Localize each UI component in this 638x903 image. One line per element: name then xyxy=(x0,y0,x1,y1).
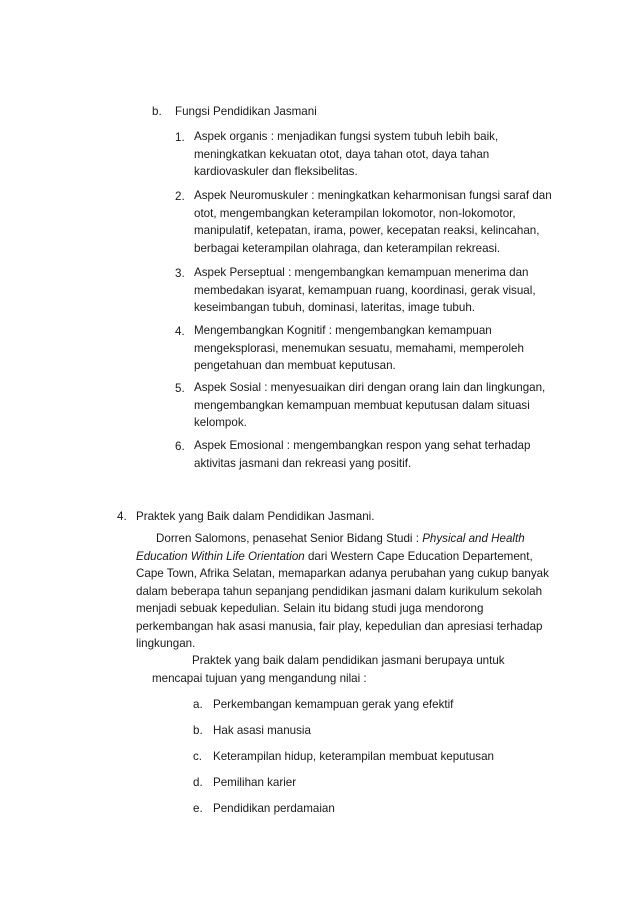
list-item-number: 3. xyxy=(175,267,185,280)
list-item-line: mengembangkan kemampuan membuat keputusan dalam situasi xyxy=(194,398,530,412)
values-item: Pendidikan perdamaian xyxy=(213,802,335,815)
list-item-line: pengetahuan dan membuat keputusan. xyxy=(194,359,396,372)
list-item-number: 6. xyxy=(175,440,185,453)
list-item xyxy=(194,187,552,257)
values-item-marker: a. xyxy=(193,698,203,711)
list-item xyxy=(194,437,530,472)
values-item-marker: d. xyxy=(193,776,203,789)
paragraph-line: menjadi sebuak kepedulian. Selain itu bidang studi juga mendorong xyxy=(136,602,484,615)
values-item: Perkembangan kemampuan gerak yang efektif xyxy=(213,698,454,711)
list-item-line: Aspek Emosional : mengembangkan respon yang sehat terhadap xyxy=(194,439,531,452)
list-item xyxy=(194,128,498,181)
list-item-line: Aspek Neuromuskuler : meningkatkan keharmonisan fungsi saraf dan xyxy=(194,189,552,202)
list-item xyxy=(194,379,545,432)
paragraph-line: lingkungan. xyxy=(136,637,196,650)
list-item xyxy=(194,264,536,317)
course-title-italic: Education Within Life Orientation xyxy=(136,549,305,563)
list-item-line: kelompok. xyxy=(194,416,247,429)
paragraph xyxy=(152,652,505,687)
section-b-title: Fungsi Pendidikan Jasmani xyxy=(175,105,317,118)
values-item: Pemilihan karier xyxy=(213,776,297,789)
paragraph-text: Dorren Salomons, penasehat Senior Bidang Studi : xyxy=(156,532,423,545)
paragraph-line: perkembangan hak asasi manusia, fair play, kepedulian dan apresiasi terhadap xyxy=(136,619,543,633)
list-item-line: membedakan isyarat, kemampuan ruang, koordinasi, gerak visual, xyxy=(194,283,536,297)
section-4-title: Praktek yang Baik dalam Pendidikan Jasmani. xyxy=(136,510,375,523)
list-item-number: 4. xyxy=(175,325,185,338)
list-item-line: Mengembangkan Kognitif : mengembangkan kemampuan xyxy=(194,324,492,337)
list-item-number: 1. xyxy=(175,131,185,144)
values-item: Hak asasi manusia xyxy=(213,724,311,737)
list-item-line: Aspek Sosial : menyesuaikan diri dengan orang lain dan lingkungan, xyxy=(194,381,546,394)
list-item-line: mengeksplorasi, menemukan sesuatu, memahami, memperoleh xyxy=(194,341,524,355)
paragraph-line: Cape Town, Afrika Selatan, memaparkan adanya perubahan yang cukup banyak xyxy=(136,567,549,580)
paragraph-line: mencapai tujuan yang mengandung nilai : xyxy=(152,671,367,685)
list-item-number: 5. xyxy=(175,382,185,395)
list-item-line: manipulatif, ketepatan, irama, power, kecepatan reaksi, kelincahan, xyxy=(194,224,540,237)
list-item-line: keseimbangan tubuh, dominasi, lateritas, image tubuh. xyxy=(194,301,475,314)
list-item-line: otot, mengembangkan keterampilan lokomotor, non-lokomotor, xyxy=(194,206,516,220)
values-item-marker: e. xyxy=(193,802,203,815)
paragraph-line xyxy=(136,530,549,548)
list-item-line: Aspek organis : menjadikan fungsi system tubuh lebih baik, xyxy=(194,130,499,143)
values-item: Keterampilan hidup, keterampilan membuat keputusan xyxy=(213,750,494,763)
paragraph-line: dalam beberapa tahun sepanjang pendidikan jasmani dalam kurikulum sekolah xyxy=(136,584,543,598)
list-item-number: 2. xyxy=(175,190,185,203)
list-item xyxy=(194,322,524,375)
paragraph-text: dari Western Cape Education Departement, xyxy=(304,549,533,563)
list-item-line: meningkatkan kekuatan otot, daya tahan otot, daya tahan xyxy=(194,147,490,161)
values-item-marker: b. xyxy=(193,724,203,737)
course-title-italic: Physical and Health xyxy=(422,532,525,545)
paragraph-line xyxy=(136,548,549,566)
paragraph xyxy=(136,530,549,653)
list-item-line: Aspek Perseptual : mengembangkan kemampuan menerima dan xyxy=(194,266,529,279)
paragraph-line: Praktek yang baik dalam pendidikan jasmani berupaya untuk xyxy=(192,654,505,667)
values-item-marker: c. xyxy=(193,750,203,763)
list-item-line: aktivitas jasmani dan rekreasi yang positif. xyxy=(194,456,412,470)
section-b-marker: b. xyxy=(152,105,162,118)
list-item-line: kardiovaskuler dan fleksibelitas. xyxy=(194,165,358,178)
section-4-marker: 4. xyxy=(117,510,127,523)
list-item-line: berbagai keterampilan olahraga, dan keterampilan rekreasi. xyxy=(194,241,501,255)
